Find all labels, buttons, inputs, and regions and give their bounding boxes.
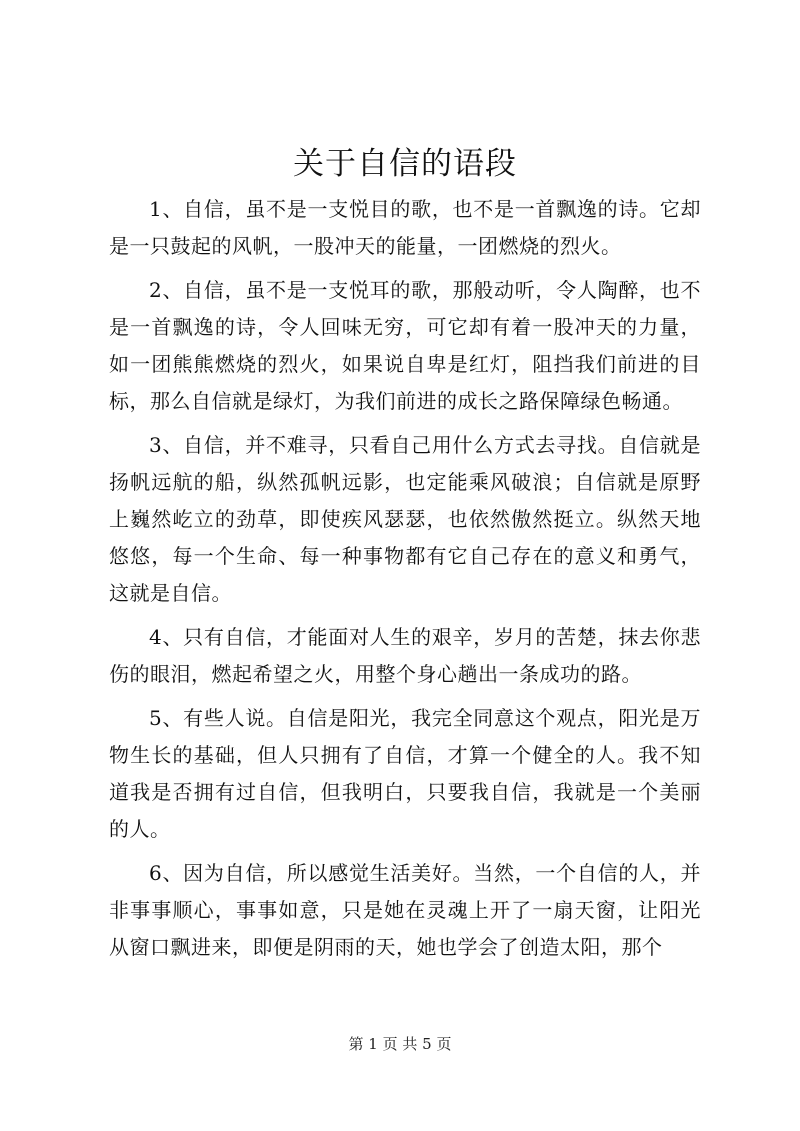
paragraph-6: 6、因为自信，所以感觉生活美好。当然，一个自信的人，并非事事顺心，事事如意，只是她在灵魂上开了一扇天窗，让阳光从窗口飘进来，即便是阴雨的天，她也学会了创造太阳，那个 — [109, 861, 701, 959]
document-title: 关于自信的语段 — [293, 146, 517, 182]
paragraph-3: 3、自信，并不难寻，只看自己用什么方式去寻找。自信就是扬帆远航的船，纵然孤帆远影，也定能乘风破浪；自信就是原野上巍然屹立的劲草，即使疾风瑟瑟，也依然傲然挺立。纵然天地悠悠，每一个生命、每一种事物都有它自己存在的意义和勇气，这就是自信。 — [109, 433, 701, 605]
paragraph-2: 2、自信，虽不是一支悦耳的歌，那般动听，令人陶醉，也不是一首飘逸的诗，令人回味无穷，可它却有着一股冲天的力量，如一团熊熊燃烧的烈火，如果说自卑是红灯，阻挡我们前进的目标，那么自信就是绿灯，为我们前进的成长之路保障绿色畅通。 — [109, 278, 701, 413]
paragraph-4: 4、只有自信，才能面对人生的艰辛，岁月的苦楚，抹去你悲伤的眼泪，燃起希望之火，用整个身心趟出一条成功的路。 — [109, 625, 701, 686]
page-number-footer: 第 1 页 共 5 页 — [348, 1035, 452, 1053]
paragraph-1: 1、自信，虽不是一支悦目的歌，也不是一首飘逸的诗。它却是一只鼓起的风帆，一股冲天的能量，一团燃烧的烈火。 — [109, 197, 701, 258]
paragraph-5: 5、有些人说。自信是阳光，我完全同意这个观点，阳光是万物生长的基础，但人只拥有了自信，才算一个健全的人。我不知道我是否拥有过自信，但我明白，只要我自信，我就是一个美丽的人。 — [109, 706, 701, 841]
document-body — [109, 191, 701, 966]
